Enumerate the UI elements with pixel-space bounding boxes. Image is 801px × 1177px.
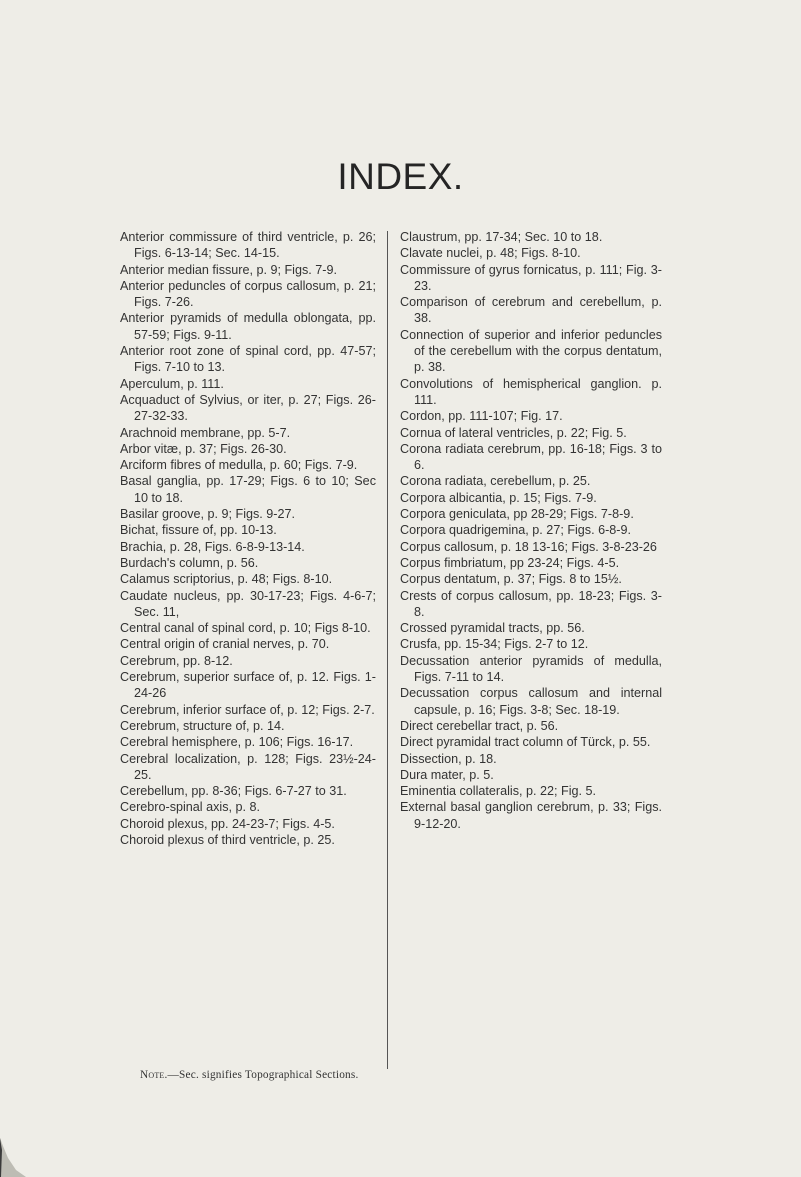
index-entry: Corpora geniculata, pp 28-29; Figs. 7-8-9. — [400, 507, 634, 522]
footnote — [140, 1069, 540, 1081]
index-entry: Claustrum, pp. 17-34; Sec. 10 to 18. — [400, 230, 603, 244]
index-entry: Comparison of cerebrum and cerebellum, p. 38. — [400, 295, 662, 326]
index-entry: Cerebro-spinal axis, p. 8. — [120, 800, 260, 815]
index-entry: Direct pyramidal tract column of Türck, p. 55. — [400, 735, 651, 750]
index-entry: Corpus callosum, p. 18 13-16; Figs. 3-8-23-26 — [400, 539, 657, 554]
index-column-left — [120, 229, 376, 848]
index-entry: Corona radiata cerebrum, pp. 16-18; Figs. 3 to 6. — [400, 441, 662, 473]
index-entry: Cerebrum, structure of, p. 14. — [120, 718, 285, 733]
index-entry: Caudate nucleus, pp. 30-17-23; Figs. 4-6-7; Sec. 11, — [120, 588, 376, 619]
page-title: INDEX. — [337, 156, 464, 197]
index-entry: Anterior commissure of third ventricle, p. 26; Figs. 6-13-14; Sec. 14-15. — [120, 230, 376, 261]
index-entry: Crossed pyramidal tracts, pp. 56. — [400, 621, 585, 636]
index-entry: Direct cerebellar tract, p. 56. — [400, 718, 559, 733]
index-entry: Corona radiata, cerebellum, p. 25. — [400, 474, 591, 489]
index-entry: Dura mater, p. 5. — [400, 767, 494, 782]
page-corner-mark — [0, 1138, 30, 1177]
index-entry: Cerebellum, pp. 8-36; Figs. 6-7-27 to 31. — [120, 784, 347, 799]
index-entry: External basal ganglion cerebrum, p. 33; Figs. 9-12-20. — [400, 800, 662, 831]
index-entry: Burdach's column, p. 56. — [120, 555, 259, 570]
index-entry: Bichat, fissure of, pp. 10-13. — [120, 523, 277, 538]
index-column-right — [400, 229, 662, 832]
index-entry: Basal ganglia, pp. 17-29; Figs. 6 to 10; Sec 10 to 18. — [120, 474, 376, 505]
index-entry: Aperculum, p. 111. — [120, 376, 224, 391]
index-entry: Crusfa, pp. 15-34; Figs. 2-7 to 12. — [400, 637, 589, 652]
index-entry: Central canal of spinal cord, p. 10; Figs 8-10. — [120, 621, 371, 636]
index-entry: Acquaduct of Sylvius, or iter, p. 27; Figs. 26-27-32-33. — [120, 392, 376, 424]
index-entry: Cordon, pp. 111-107; Fig. 17. — [400, 409, 563, 424]
index-entry: Choroid plexus of third ventricle, p. 25. — [120, 832, 335, 847]
index-entry: Commissure of gyrus fornicatus, p. 111; Fig. 3-23. — [400, 262, 662, 293]
index-entry: Arachnoid membrane, pp. 5-7. — [120, 425, 291, 440]
index-entry: Anterior median fissure, p. 9; Figs. 7-9. — [120, 262, 337, 277]
index-entry: Clavate nuclei, p. 48; Figs. 8-10. — [400, 246, 581, 261]
index-entry: Basilar groove, p. 9; Figs. 9-27. — [120, 507, 295, 522]
column-divider — [387, 231, 388, 1069]
index-entry: Cornua of lateral ventricles, p. 22; Fig. 5. — [400, 425, 627, 440]
index-entry: Anterior root zone of spinal cord, pp. 47-57; Figs. 7-10 to 13. — [120, 344, 376, 375]
index-entry: Choroid plexus, pp. 24-23-7; Figs. 4-5. — [120, 816, 335, 831]
index-entry: Anterior peduncles of corpus callosum, p. 21; Figs. 7-26. — [120, 278, 376, 310]
index-entry: Corpora albicantia, p. 15; Figs. 7-9. — [400, 490, 597, 505]
index-entry: Central origin of cranial nerves, p. 70. — [120, 637, 330, 652]
footnote-label: Note. — [140, 1069, 168, 1081]
index-entry: Eminentia collateralis, p. 22; Fig. 5. — [400, 784, 596, 799]
index-entry: Crests of corpus callosum, pp. 18-23; Figs. 3-8. — [400, 588, 662, 619]
index-entry: Brachia, p. 28, Figs. 6-8-9-13-14. — [120, 539, 305, 554]
index-entry: Corpus dentatum, p. 37; Figs. 8 to 15½. — [400, 572, 622, 587]
index-entry: Arciform fibres of medulla, p. 60; Figs. 7-9. — [120, 458, 358, 473]
index-entry: Decussation corpus callosum and internal capsule, p. 16; Figs. 3-8; Sec. 18-19. — [400, 686, 662, 717]
index-entry: Calamus scriptorius, p. 48; Figs. 8-10. — [120, 572, 333, 587]
index-entry: Anterior pyramids of medulla oblongata, pp. 57-59; Figs. 9-11. — [120, 311, 376, 342]
index-entry: Arbor vitæ, p. 37; Figs. 26-30. — [120, 441, 287, 456]
footnote-text: —Sec. signifies Topographical Sections. — [167, 1069, 359, 1081]
index-entry: Cerebrum, inferior surface of, p. 12; Figs. 2-7. — [120, 702, 375, 717]
index-entry: Dissection, p. 18. — [400, 751, 497, 766]
index-entry: Cerebral localization, p. 128; Figs. 23½-24-25. — [120, 751, 376, 782]
index-entry: Connection of superior and inferior peduncles of the cerebellum with the corpus dentatum, p. 38. — [400, 327, 662, 375]
index-entry: Corpora quadrigemina, p. 27; Figs. 6-8-9. — [400, 523, 632, 538]
index-entry: Cerebrum, superior surface of, p. 12. Figs. 1-24-26 — [120, 670, 376, 701]
index-entry: Decussation anterior pyramids of medulla, Figs. 7-11 to 14. — [400, 653, 662, 685]
index-entry: Convolutions of hemispherical ganglion. p. 111. — [400, 376, 662, 407]
index-entry: Corpus fimbriatum, pp 23-24; Figs. 4-5. — [400, 555, 620, 570]
index-entry: Cerebral hemisphere, p. 106; Figs. 16-17. — [120, 735, 354, 750]
index-entry: Cerebrum, pp. 8-12. — [120, 653, 233, 668]
